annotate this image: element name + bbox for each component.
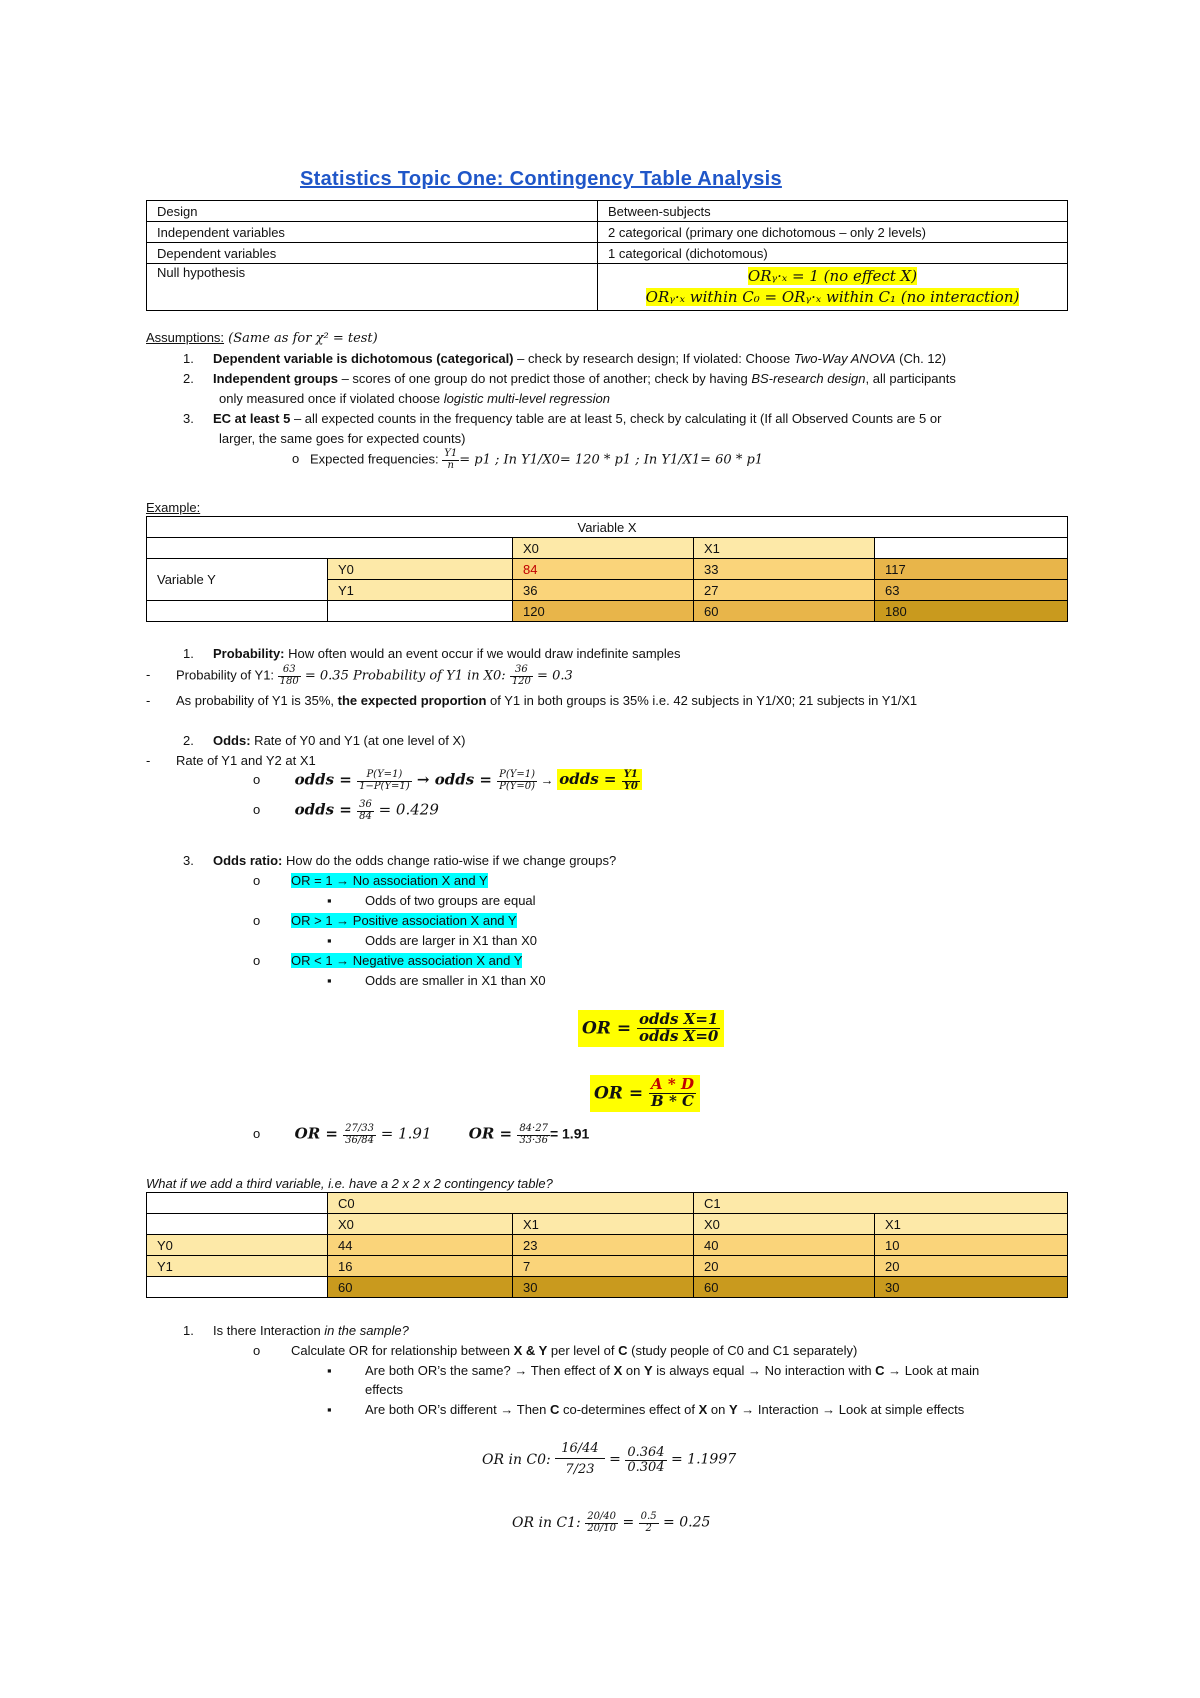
table-cell: 23 xyxy=(513,1235,694,1256)
table-cell xyxy=(147,1214,328,1235)
table-cell xyxy=(147,601,328,622)
table-cell xyxy=(875,538,1068,559)
odds-ratio-formula: OR = $\frac{\text{odds X=1}}{\text{odds X=0}}$ xyxy=(578,1010,724,1047)
list-item: - Probability of Y1: $\frac{63}{180}$ = 0.35 Probability of Y1 in X0: $\frac{36}{120}$ = 0.3 xyxy=(146,664,573,687)
table-row xyxy=(147,264,1068,311)
table-cell: 44 xyxy=(328,1235,513,1256)
or-c1-formula: OR in C1: $\frac{20/40}{20/10}$ = $\frac{0.5}{2}$ = 0.25 xyxy=(512,1511,711,1534)
table-row xyxy=(147,1256,1068,1277)
list-item-continued: larger, the same goes for expected counts) xyxy=(219,431,466,446)
list-item: o OR > 1 → Positive association X and Y xyxy=(253,913,517,928)
table-cell: Variable X xyxy=(147,517,1068,538)
table-cell: X1 xyxy=(875,1214,1068,1235)
table-cell xyxy=(328,601,513,622)
table-cell: C1 xyxy=(694,1193,1068,1214)
list-item: 2. Independent groups – scores of one group do not predict those of another; check by having BS-research design, all participants xyxy=(183,371,956,386)
list-item: ▪ Odds are larger in X1 than X0 xyxy=(327,933,537,948)
table-cell: Y0 xyxy=(328,559,513,580)
null-hypothesis-interaction: ORᵧ·ₓ within C₀ = ORᵧ·ₓ within C₁ (no interaction) xyxy=(645,288,1020,306)
table-cell: 27 xyxy=(694,580,875,601)
table-cell xyxy=(147,1193,328,1214)
odds-ratio-calculation: o OR = $\frac{27/33}{36/84}$ = 1.91 OR = $\frac{84\cdot 27}{33\cdot 36}$ = 1.91 xyxy=(253,1123,590,1146)
table-cell: Independent variables xyxy=(147,222,598,243)
list-item: 2. Odds: Rate of Y0 and Y1 (at one level of X) xyxy=(183,733,466,748)
table-row xyxy=(147,538,1068,559)
table-cell: X0 xyxy=(513,538,694,559)
list-item: ▪ Odds of two groups are equal xyxy=(327,893,536,908)
table-row xyxy=(147,1214,1068,1235)
table-cell: Y1 xyxy=(147,1256,328,1277)
table-cell: 20 xyxy=(875,1256,1068,1277)
or-c0-formula: OR in C0: $\frac{16/44}{7/23}$ = $\frac{0.364}{0.304}$ = 1.1997 xyxy=(482,1441,737,1477)
odds-formula: o odds = $\frac{P(Y=1)}{1-P(Y=1)}$ → odds = $\frac{P(Y=1)}{P(Y=0)}$ → odds = $\frac{Y1}{Y0}$ xyxy=(253,770,642,792)
list-item: 1. Probability: How often would an event occur if we would draw indefinite samples xyxy=(183,646,681,661)
table-cell: Variable Y xyxy=(147,559,328,601)
table-row xyxy=(147,1193,1068,1214)
table-cell: 120 xyxy=(513,601,694,622)
table-cell: 180 xyxy=(875,601,1068,622)
list-item: o Calculate OR for relationship between X & Y per level of C (study people of C0 and C1 separately) xyxy=(253,1343,858,1358)
odds-calculation: o odds = $\frac{36}{84}$ = 0.429 xyxy=(253,799,439,822)
table-row xyxy=(147,201,1068,222)
example-table xyxy=(146,516,1068,622)
table-row xyxy=(147,1235,1068,1256)
odds-ratio-cross-formula: OR = $\frac{A * D}{B * C}$ xyxy=(590,1075,700,1112)
table-cell: Null hypothesis xyxy=(147,264,598,311)
table-row xyxy=(147,517,1068,538)
table-row xyxy=(147,601,1068,622)
list-item: 3. Odds ratio: How do the odds change ratio-wise if we change groups? xyxy=(183,853,617,868)
table-cell: 36 xyxy=(513,580,694,601)
table-cell: Design xyxy=(147,201,598,222)
table-cell: 117 xyxy=(875,559,1068,580)
table-cell: 60 xyxy=(328,1277,513,1298)
list-item: ▪ Are both OR’s the same? → Then effect of X on Y is always equal → No interaction with C → Look at main xyxy=(327,1363,980,1378)
table-cell: Between-subjects xyxy=(598,201,1068,222)
assumptions-heading: Assumptions: (Same as for χ² = test) xyxy=(146,330,378,346)
list-item: 3. EC at least 5 – all expected counts in the frequency table are at least 5, check by calculating it (If all Observed Counts are 5 or xyxy=(183,411,942,426)
list-item: - Rate of Y1 and Y2 at X1 xyxy=(146,753,316,768)
list-item: o OR < 1 → Negative association X and Y xyxy=(253,953,523,968)
table-cell: Dependent variables xyxy=(147,243,598,264)
table-cell: X0 xyxy=(694,1214,875,1235)
list-item-continued: effects xyxy=(365,1382,404,1397)
table-cell xyxy=(147,1277,328,1298)
list-item: ▪ Odds are smaller in X1 than X0 xyxy=(327,973,546,988)
table-cell: 2 categorical (primary one dichotomous – only 2 levels) xyxy=(598,222,1068,243)
list-item: ▪ Are both OR’s different → Then C co-determines effect of X on Y → Interaction → Look at simple effects xyxy=(327,1402,965,1417)
third-variable-question: What if we add a third variable, i.e. have a 2 x 2 x 2 contingency table? xyxy=(146,1176,553,1191)
list-item: 1. Is there Interaction in the sample? xyxy=(183,1323,409,1338)
table-cell: 1 categorical (dichotomous) xyxy=(598,243,1068,264)
three-way-table xyxy=(146,1192,1068,1298)
table-cell: X1 xyxy=(694,538,875,559)
table-cell: 7 xyxy=(513,1256,694,1277)
table-row xyxy=(147,222,1068,243)
page-title: Statistics Topic One: Contingency Table Analysis xyxy=(300,168,782,190)
table-row xyxy=(147,559,1068,580)
table-cell: Y0 xyxy=(147,1235,328,1256)
list-item-continued: only measured once if violated choose logistic multi-level regression xyxy=(219,391,610,406)
table-cell: Y1 xyxy=(328,580,513,601)
table-cell: X0 xyxy=(328,1214,513,1235)
table-cell: 20 xyxy=(694,1256,875,1277)
table-cell: 30 xyxy=(875,1277,1068,1298)
list-item: 1. Dependent variable is dichotomous (categorical) – check by research design; If violated: Choose Two-Way ANOVA (Ch. 12) xyxy=(183,351,947,366)
table-cell: C0 xyxy=(328,1193,694,1214)
table-cell: 33 xyxy=(694,559,875,580)
null-hypothesis-main: ORᵧ·ₓ = 1 (no effect X) xyxy=(747,267,918,285)
example-heading: Example: xyxy=(146,500,201,515)
table-cell: 30 xyxy=(513,1277,694,1298)
table-row xyxy=(147,243,1068,264)
table-cell: 60 xyxy=(694,1277,875,1298)
table-cell: 10 xyxy=(875,1235,1068,1256)
table-cell: 84 xyxy=(513,559,694,580)
table-cell: 40 xyxy=(694,1235,875,1256)
list-item: o OR = 1 → No association X and Y xyxy=(253,873,488,888)
table-cell: X1 xyxy=(513,1214,694,1235)
expected-frequencies: o Expected frequencies: $\frac{Y1}{n}$ = p1 ; In Y1/X0= 120 * p1 ; In Y1/X1= 60 * p1 xyxy=(292,448,764,471)
design-table xyxy=(146,200,1068,311)
table-cell xyxy=(147,538,513,559)
table-row xyxy=(147,1277,1068,1298)
list-item: - As probability of Y1 is 35%, the expected proportion of Y1 in both groups is 35% i.e. 42 subjects in Y1/X0; 21 subjects in Y1/X1 xyxy=(146,693,918,708)
null-hypothesis-cell xyxy=(598,264,1068,311)
table-cell: 63 xyxy=(875,580,1068,601)
table-cell: 16 xyxy=(328,1256,513,1277)
table-cell: 60 xyxy=(694,601,875,622)
